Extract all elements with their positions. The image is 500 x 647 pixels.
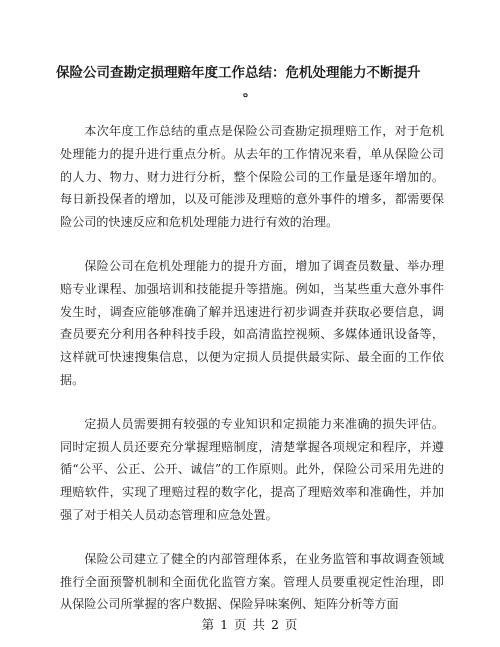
paragraph-1: 本次年度工作总结的重点是保险公司查勘定损理赔工作，对于危机处理能力的提升进行重点分析。从去年的工作情况来看，单从保险公司的人力、物力、财力进行分析，整个保险公司的工作量是逐年增加的。每日新投保者的增加，以及可能涉及理赔的意外事件的增多，都需要保险公司的快速反应和危机处理能力进行有效的治理。 [60, 124, 444, 230]
document-body [60, 120, 444, 637]
paragraph-4: 保险公司建立了健全的内部管理体系，在业务监管和事故调查领域推行全面预警机制和全面优化监管方案。管理人员要重视定性治理，即从保险公司所掌握的客户数据、保险异味案例、矩阵分析等方面 [60, 551, 444, 612]
paragraph-2: 保险公司在危机处理能力的提升方面，增加了调查员数量、举办理赔专业课程、加强培训和技能提升等措施。例如，当某些重大意外事件发生时，调查应能够准确了解并迅速进行初步调查并获取必要信息，调查员要充分利用各种科技手段，如高清监控视频、多媒体通讯设备等，这样就可快速搜集信息，以便为定损人员提供最实际、最全面的工作依据。 [60, 258, 444, 387]
document-title: 保险公司查勘定损理赔年度工作总结：危机处理能力不断提升 [56, 65, 421, 81]
document-title-tail: 。 [243, 84, 257, 100]
page-footer: 第 1 页 共 2 页 [201, 617, 299, 632]
paragraph-3: 定损人员需要拥有较强的专业知识和定损能力来准确的损失评估。同时定损人员还要充分掌握理赔制度，清楚掌握各项规定和程序，并遵循“公平、公正、公开、诚信”的工作原则。此外，保险公司采用先进的理赔软件，实现了理赔过程的数字化，提高了理赔效率和准确性，并加强了对于相关人员动态管理和应急处置。 [60, 416, 444, 522]
